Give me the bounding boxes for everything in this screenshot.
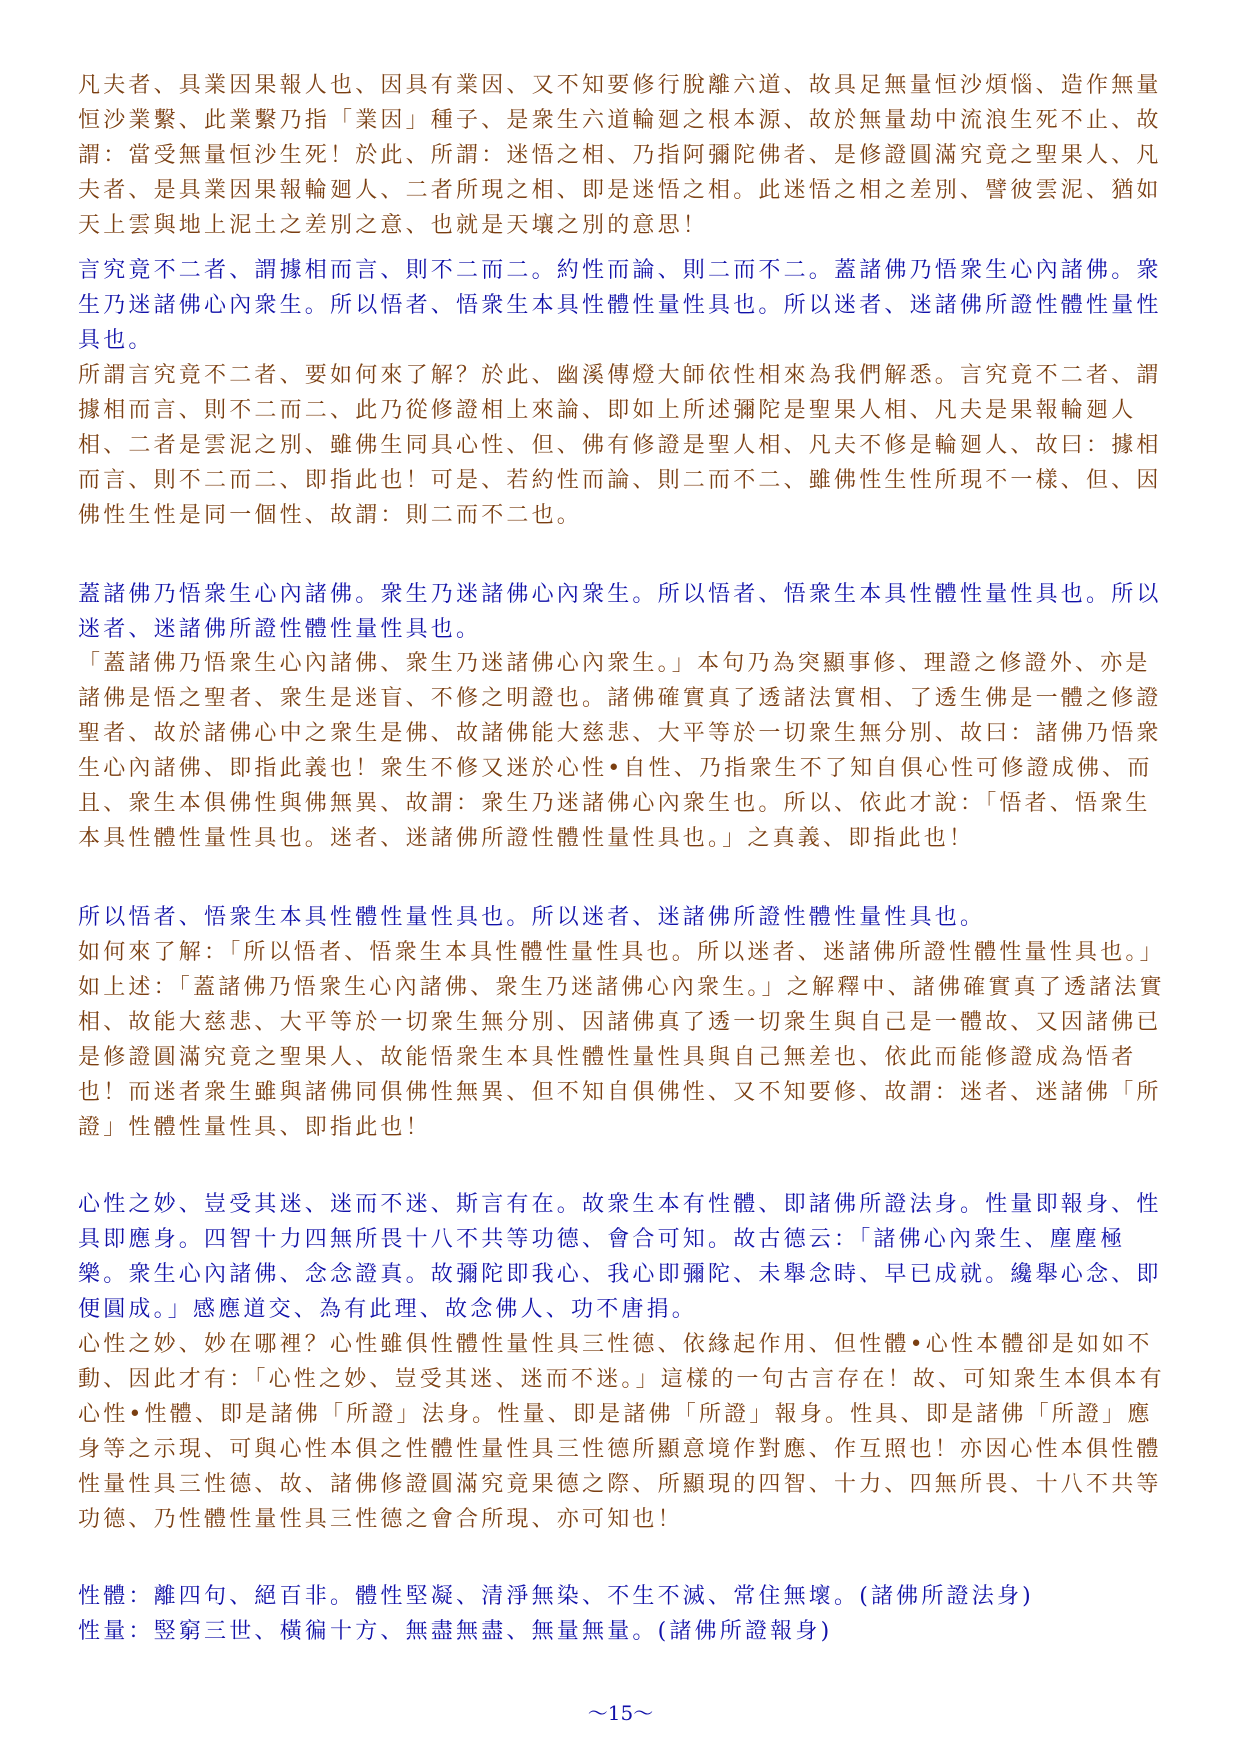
paragraph-3: 所謂言究竟不二者、要如何來了解？於此、幽溪傳燈大師依性相來為我們解悉。言究竟不二者、謂據相而言、則不二而二、此乃從修證相上來論、即如上所述彌陀是聖果人相、凡夫是果報輪廻人相、二者是雲泥之別、雖佛生同具心性、但、佛有修證是聖人相、凡夫不修是輪廻人、故曰：據相而言、則不二而二、即指此也！可是、若約性而論、則二而不二、雖佛性生性所現不一樣、但、因佛性生性是同一個性、故謂：則二而不二也。 [78, 363, 1162, 528]
paragraph-9: 心性之妙、妙在哪裡？心性雖俱性體性量性具三性德、依緣起作用、但性體•心性本體卻是如如不動、因此才有：「心性之妙、豈受其迷、迷而不迷。」這樣的一句古言存在！故、可知衆生本俱本有心性•性體、即是諸佛「所證」法身。性量、即是諸佛「所證」報身。性具、即是諸佛「所證」應身等之示現、可與心性本俱之性體性量性具三性德所顯意境作對應、作互照也！亦因心性本俱性體性量性具三性德、故、諸佛修證圓滿究竟果德之際、所顯現的四智、十力、四無所畏、十八不共等功德、乃性體性量性具三性德之會合所現、亦可知也！ [78, 1332, 1165, 1532]
page-number: ～15～ [587, 1701, 654, 1725]
paragraph-1: 凡夫者、具業因果報人也、因具有業因、又不知要修行脫離六道、故具足無量恒沙煩惱、造作無量恒沙業繫、此業繫乃指「業因」種子、是衆生六道輪廻之根本源、故於無量劫中流浪生死不止、故謂：當受無量恒沙生死！於此、所謂：迷悟之相、乃指阿彌陀佛者、是修證圓滿究竟之聖果人、凡夫者、是具業因果報輪廻人、二者所現之相、即是迷悟之相。此迷悟之相之差別、譬彼雲泥、猶如天上雲與地上泥土之差別之意、也就是天壤之別的意思！ [78, 73, 1162, 238]
paragraph-10: 性體：離四句、絕百非。體性堅凝、清淨無染、不生不滅、常住無壞。(諸佛所證法身) 性量：竪窮三世、橫徧十方、無盡無盡、無量無量。(諸佛所證報身) [78, 1584, 1034, 1644]
paragraph-8: 心性之妙、豈受其迷、迷而不迷、斯言有在。故衆生本有性體、即諸佛所證法身。性量即報身、性具即應身。四智十力四無所畏十八不共等功德、會合可知。故古德云：「諸佛心內衆生、塵塵極樂。衆生心內諸佛、念念證真。故彌陀即我心、我心即彌陀、未舉念時、早已成就。纔舉心念、即便圓成。」感應道交、為有此理、故念佛人、功不唐捐。 [78, 1192, 1162, 1322]
paragraph-5: 「蓋諸佛乃悟衆生心內諸佛、衆生乃迷諸佛心內衆生。」本句乃為突顯事修、理證之修證外、亦是諸佛是悟之聖者、衆生是迷盲、不修之明證也。諸佛確實真了透諸法實相、了透生佛是一體之修證聖者、故於諸佛心中之衆生是佛、故諸佛能大慈悲、大平等於一切衆生無分別、故曰：諸佛乃悟衆生心內諸佛、即指此義也！衆生不修又迷於心性•自性、乃指衆生不了知自俱心性可修證成佛、而且、衆生本俱佛性與佛無異、故謂：衆生乃迷諸佛心內衆生也。所以、依此才說：「悟者、悟衆生本具性體性量性具也。迷者、迷諸佛所證性體性量性具也。」之真義、即指此也！ [78, 651, 1162, 851]
paragraph-7: 如何來了解：「所以悟者、悟衆生本具性體性量性具也。所以迷者、迷諸佛所證性體性量性具也。」如上述：「蓋諸佛乃悟衆生心內諸佛、衆生乃迷諸佛心內衆生。」之解釋中、諸佛確實真了透諸法實相、故能大慈悲、大平等於一切衆生無分別、因諸佛真了透一切衆生與自己是一體故、又因諸佛已是修證圓滿究竟之聖果人、故能悟衆生本具性體性量性具與自己無差也、依此而能修證成為悟者也！而迷者衆生雖與諸佛同俱佛性無異、但不知自俱佛性、又不知要修、故謂：迷者、迷諸佛「所證」性體性量性具、即指此也！ [78, 940, 1165, 1140]
paragraph-2: 言究竟不二者、謂據相而言、則不二而二。約性而論、則二而不二。蓋諸佛乃悟衆生心內諸佛。衆生乃迷諸佛心內衆生。所以悟者、悟衆生本具性體性量性具也。所以迷者、迷諸佛所證性體性量性具也。 [78, 258, 1162, 353]
paragraph-6: 所以悟者、悟衆生本具性體性量性具也。所以迷者、迷諸佛所證性體性量性具也。 [78, 905, 986, 930]
paragraph-4: 蓋諸佛乃悟衆生心內諸佛。衆生乃迷諸佛心內衆生。所以悟者、悟衆生本具性體性量性具也。所以迷者、迷諸佛所證性體性量性具也。 [78, 582, 1162, 642]
